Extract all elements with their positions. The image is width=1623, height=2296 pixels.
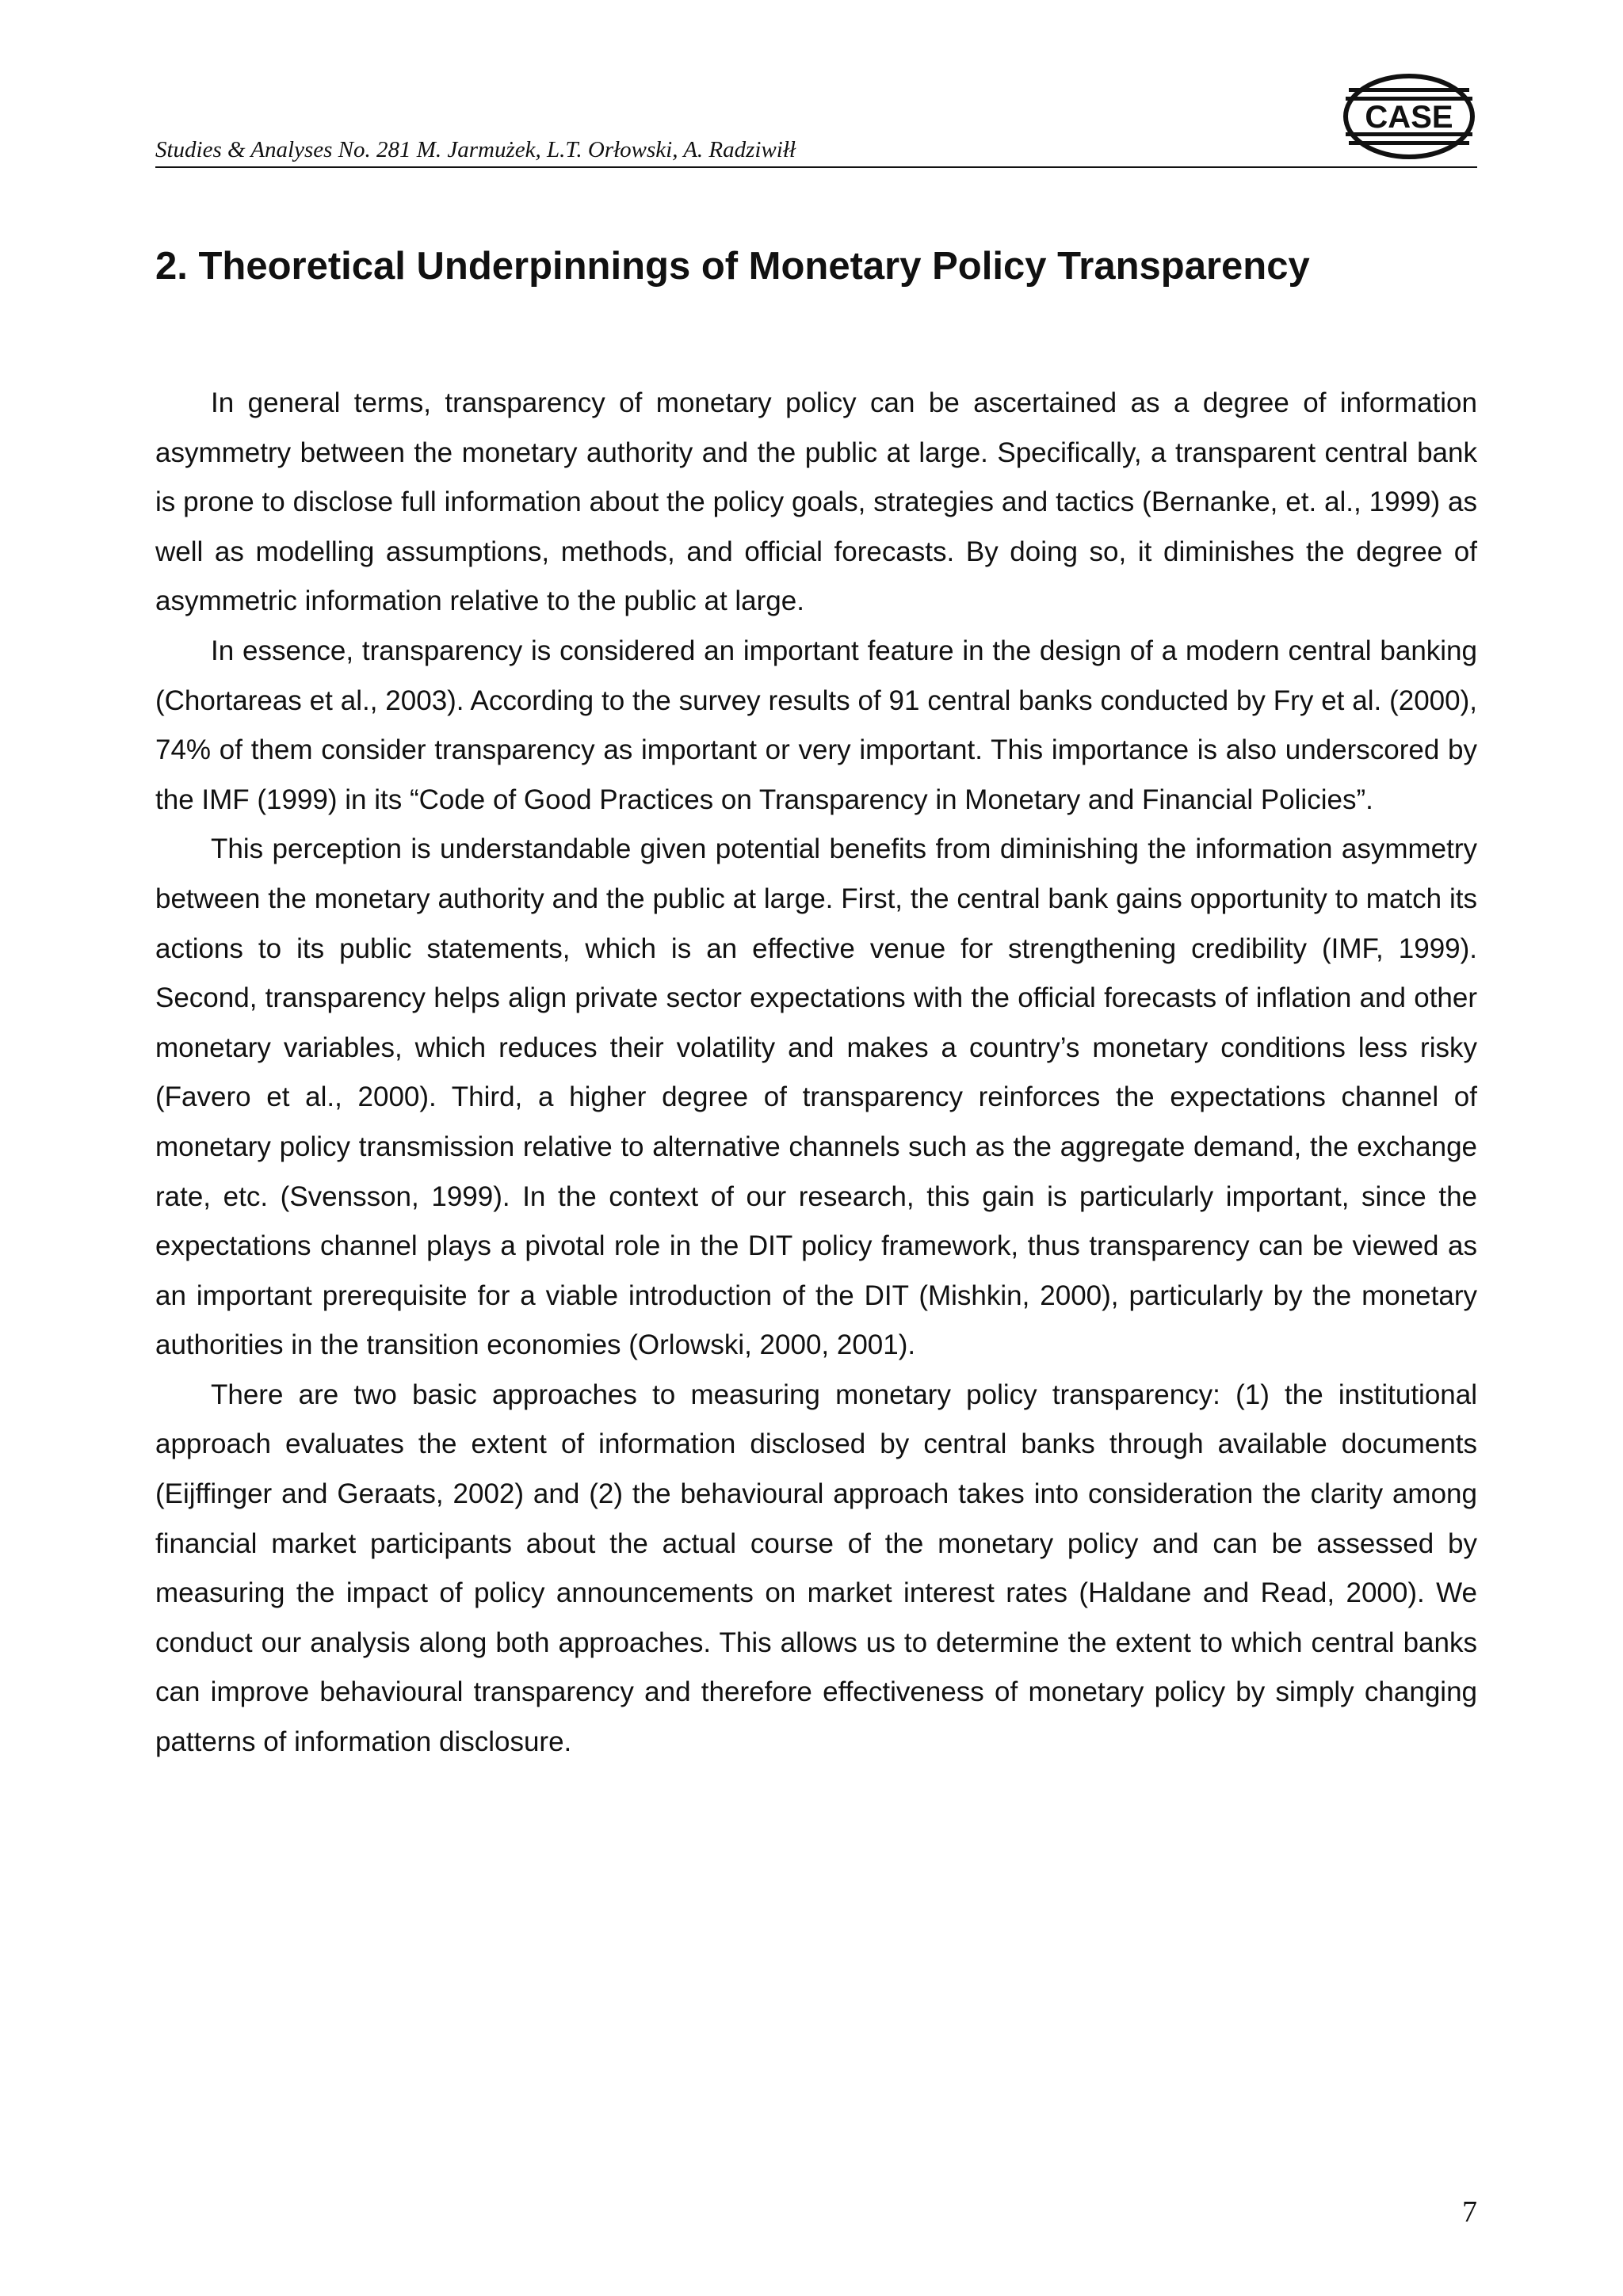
header-rule bbox=[155, 166, 1477, 168]
case-logo bbox=[1342, 73, 1476, 160]
logo-text: CASE bbox=[1365, 100, 1453, 135]
paragraph: In general terms, transparency of monetary policy can be ascertained as a degree of information asymmetry between the monetary authority and the public at large. Specifically, a transparent central bank is prone to disclose full information about the policy goals, strategies and tactics (Bernanke, et. al., 1999) as well as modelling assumptions, methods, and official forecasts. By doing so, it diminishes the degree of asymmetric information relative to the public at large. bbox=[155, 387, 1477, 617]
paragraph: There are two basic approaches to measuring monetary policy transparency: (1) the institutional approach evaluates the extent of information disclosed by central banks through available documents (Eijffinger and Geraats, 2002) and (2) the behavioural approach takes into consideration the clarity among financial market participants about the actual course of the monetary policy and can be assessed by measuring the impact of policy announcements on market interest rates (Haldane and Read, 2000). We conduct our analysis along both approaches. This allows us to determine the extent to which central banks can improve behavioural transparency and therefore effectiveness of monetary policy by simply changing patterns of information disclosure. bbox=[155, 1379, 1477, 1758]
body-text bbox=[155, 379, 1477, 1768]
running-header: Studies & Analyses No. 281 M. Jarmużek, L.T. Orłowski, A. Radziwiłł bbox=[155, 137, 796, 162]
page-number: 7 bbox=[1462, 2195, 1477, 2229]
case-logo-mark bbox=[1342, 73, 1476, 160]
paragraph: This perception is understandable given potential benefits from diminishing the information asymmetry between the monetary authority and the public at large. First, the central bank gains opportunity to match its actions to its public statements, which is an effective venue for strengthening credibility (IMF, 1999). Second, transparency helps align private sector expectations with the official forecasts of inflation and other monetary variables, which reduces their volatility and makes a country’s monetary conditions less risky (Favero et al., 2000). Third, a higher degree of transparency reinforces the expectations channel of monetary policy transmission relative to alternative channels such as the aggregate demand, the exchange rate, etc. (Svensson, 1999). In the context of our research, this gain is particularly important, since the expectations channel plays a pivotal role in the DIT policy framework, thus transparency can be viewed as an important prerequisite for a viable introduction of the DIT (Mishkin, 2000), particularly by the monetary authorities in the transition economies (Orlowski, 2000, 2001). bbox=[155, 833, 1477, 1361]
paragraph: In essence, transparency is considered an important feature in the design of a modern central banking (Chortareas et al., 2003). According to the survey results of 91 central banks conducted by Fry et al. (2000), 74% of them consider transparency as important or very important. This importance is also underscored by the IMF (1999) in its “Code of Good Practices on Transparency in Monetary and Financial Policies”. bbox=[155, 635, 1477, 815]
section-title: 2. Theoretical Underpinnings of Monetary Policy Transparency bbox=[155, 245, 1310, 288]
